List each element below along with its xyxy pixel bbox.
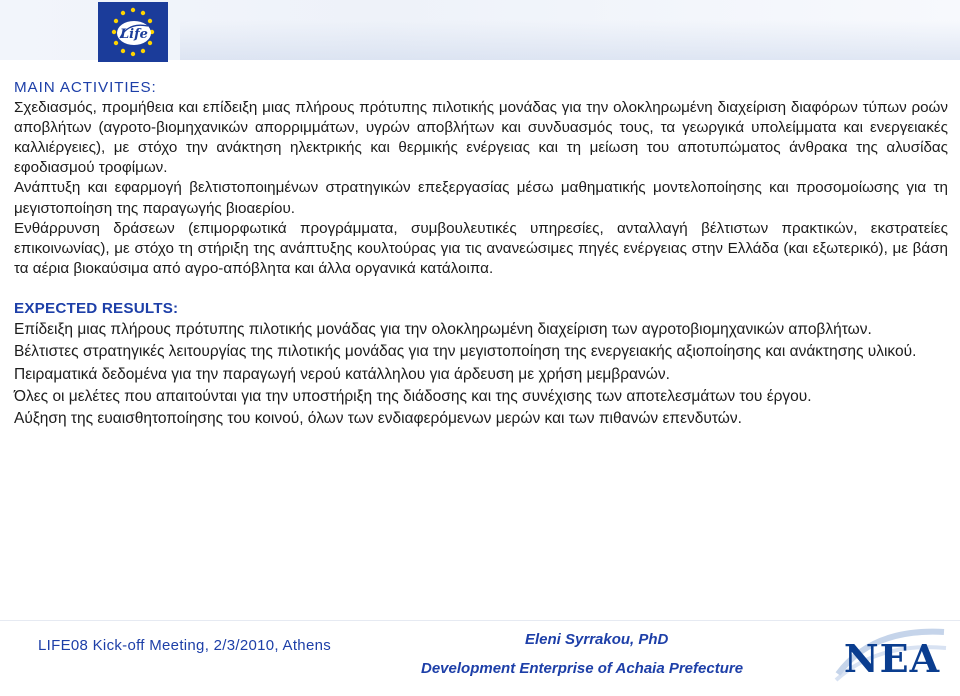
activity-paragraph: Σχεδιασμός, προμήθεια και επίδειξη μιας πλήρους πρότυπης πιλοτικής μονάδας για την ολοκληρωμένη διαχείριση διαφόρων τύπων ροών αποβλήτων (αγροτο-βιομηχανικών απορριμμάτων, υγρών αποβλήτων και συνδυασμός τους, τα γεωργικά υπολείμματα και ενεργειακές καλλιέργειες), με στόχο την ανάκτηση ηλεκτρικής και θερμικής ενέργειας και τη μείωση του αποτυπώματος άνθρακα της αλυσίδας εφοδιασμού τροφίμων.	[14, 99, 948, 177]
main-activities-title: MAIN ACTIVITIES:	[14, 79, 157, 96]
expected-results-section	[14, 299, 948, 431]
main-content	[14, 78, 948, 431]
nea-logo-icon	[832, 622, 950, 686]
result-paragraph: Επίδειξη μιας πλήρους πρότυπης πιλοτικής μονάδας για την ολοκληρωμένη διαχείριση των αγροτοβιομηχανικών αποβλήτων.	[14, 321, 872, 339]
activity-paragraph: Ανάπτυξη και εφαρμογή βελτιστοποιημένων στρατηγικών επεξεργασίας μέσω μαθηματικής μοντελοποίησης και προσομοίωσης για τη μεγιστοποίηση της παραγωγής βιοαερίου.	[14, 179, 948, 217]
footer-divider	[0, 620, 960, 621]
footer-meeting-text: LIFE08 Kick-off Meeting, 2/3/2010, Athens	[38, 637, 332, 654]
activity-paragraph: Ενθάρρυνση δράσεων (επιμορφωτικά προγράμματα, συμβουλευτικές υπηρεσίες, ανταλλαγή βέλτιστων πρακτικών, εκστρατείες επικοινωνίας), με στόχο τη στήριξη της ανάπτυξης κουλτούρας για τις ανανεώσιμες πηγές ενέργειας στην Ελλάδα (και εξωτερικό), με βάση τα αέρια βιοκαύσιμα από αγρο-απόβλητα και άλλα οργανικά κατάλοιπα.	[14, 219, 948, 277]
footer-author-text: Eleni Syrrakou, PhD	[525, 631, 669, 648]
nea-logo-text: NEA	[843, 636, 941, 681]
footer-organization-text: Development Enterprise of Achaia Prefecture	[421, 660, 744, 677]
result-paragraph: Όλες οι μελέτες που απαιτούνται για την υποστήριξη της διάδοσης και της συνέχισης των αποτελεσμάτων του έργου.	[14, 387, 812, 405]
eu-life-logo-icon	[98, 2, 168, 62]
main-activities-section	[14, 78, 948, 279]
life-logo-text: Life	[120, 27, 148, 42]
result-paragraph: Πειραματικά δεδομένα για την παραγωγή νερού κατάλληλου για άρδευση με χρήση μεμβρανών.	[14, 365, 670, 383]
expected-results-title: EXPECTED RESULTS:	[14, 299, 179, 317]
result-paragraph: Αύξηση της ευαισθητοποίησης του κοινού, όλων των ενδιαφερόμενων μερών και των πιθανών επενδυτών.	[14, 410, 742, 428]
result-paragraph: Βέλτιστες στρατηγικές λειτουργίας της πιλοτικής μονάδας για την μεγιστοποίηση της ενεργειακής αξιοποίησης και ανάκτησης υλικού.	[14, 343, 917, 361]
